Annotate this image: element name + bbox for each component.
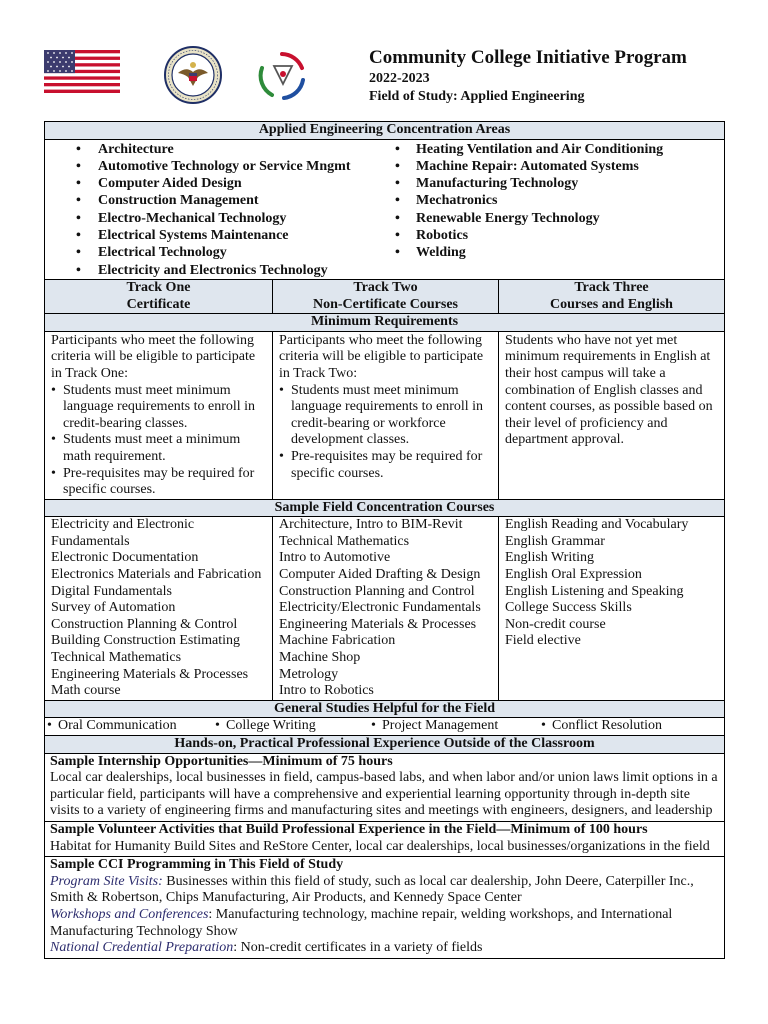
- list-item: Technical Mathematics: [279, 533, 410, 549]
- list-item: • Mechatronics: [380, 192, 724, 209]
- workshops-label: Workshops and Conferences: [50, 906, 209, 922]
- track-three-subtitle: Courses and English: [550, 296, 673, 312]
- sample-courses: [45, 517, 724, 701]
- list-item: Intro to Automotive: [279, 550, 391, 566]
- list-item: English Grammar: [505, 533, 605, 549]
- list-item: English Reading and Vocabulary: [505, 517, 689, 533]
- cci-logo-icon: [254, 48, 310, 104]
- list-item: English Listening and Speaking: [505, 583, 684, 599]
- general-studies-heading: General Studies Helpful for the Field: [45, 701, 724, 719]
- field-of-study: Field of Study: Applied Engineering: [369, 89, 585, 104]
- requirements-text: Students who have not yet met minimum requirements in English at their host campus will take a combination of English classes and content courses, as possible based on their level of proficiency and department approval.: [505, 332, 713, 448]
- department-of-state-seal-icon: [164, 46, 222, 104]
- list-item: Electronics Materials and Fabrication: [51, 567, 262, 583]
- document-header: [369, 46, 687, 106]
- hands-on-heading: Hands-on, Practical Professional Experience Outside of the Classroom: [45, 736, 724, 754]
- internship-title: Sample Internship Opportunities—Minimum of 75 hours: [50, 753, 393, 769]
- concentration-list-left: [45, 141, 380, 279]
- list-item: Digital Fundamentals: [51, 583, 172, 599]
- list-item: • Renewable Energy Technology: [380, 210, 724, 227]
- list-item: • Conflict Resolution: [539, 718, 662, 735]
- track-one-heading: [45, 280, 273, 313]
- list-item: Electricity/Electronic Fundamentals: [279, 600, 481, 616]
- list-item: Construction Planning & Control: [51, 616, 238, 632]
- list-item: Machine Shop: [279, 650, 361, 666]
- internship-text: Local car dealerships, local businesses in field, campus-based labs, and when labor and/or union laws limit options in a particular field, participants will have a comprehensive and experiential learning opportunity through in-depth site visits to a variety of engineering firms and manufacturing sites and meetings with engineers, designers, and leadership: [50, 770, 718, 819]
- programming-section: [45, 857, 724, 958]
- list-item: Building Construction Estimating: [51, 633, 240, 649]
- list-item: • Construction Management: [45, 192, 380, 209]
- workshops-text: : Manufacturing technology, machine repair, welding workshops, and International Manufacturing Technology Show: [50, 906, 673, 939]
- track-one-courses: [45, 517, 273, 700]
- list-item: Computer Aided Drafting & Design: [279, 567, 481, 583]
- list-item: • Manufacturing Technology: [380, 175, 724, 192]
- credential: [50, 940, 720, 957]
- list-item: • Robotics: [380, 227, 724, 244]
- requirements-intro: Participants who meet the following criteria will be eligible to participate in Track Two:: [279, 332, 484, 381]
- list-item: English Writing: [505, 550, 595, 566]
- list-item: • Electrical Systems Maintenance: [45, 227, 380, 244]
- credential-text: : Non-credit certificates in a variety of fields: [233, 940, 483, 956]
- site-visits-label: Program Site Visits:: [50, 873, 163, 889]
- list-item: • Oral Communication: [45, 718, 213, 735]
- track-two-title: Track Two: [353, 279, 418, 295]
- list-item: Architecture, Intro to BIM-Revit: [279, 517, 463, 533]
- list-item: College Success Skills: [505, 600, 632, 616]
- track-one-subtitle: Certificate: [126, 296, 191, 312]
- programming-title: Sample CCI Programming in This Field of Study: [50, 857, 344, 873]
- general-studies-list: [45, 718, 724, 736]
- site-visits-text: Businesses within this field of study, such as local car dealership, John Deere, Caterpiller Inc., Smith & Robertson, Chips Manufacturing, Air Products, and Kennedy Space Center: [50, 873, 694, 906]
- requirements-list: [279, 383, 494, 483]
- list-item: Survey of Automation: [51, 600, 176, 616]
- list-item: Intro to Robotics: [279, 683, 374, 699]
- list-item: Electricity and Electronic: [51, 517, 195, 533]
- program-year: 2022-2023: [369, 71, 430, 86]
- list-item: Non-credit course: [505, 616, 606, 632]
- minimum-requirements: [45, 332, 724, 500]
- list-item: Field elective: [505, 633, 581, 649]
- list-item: • Project Management: [369, 718, 539, 735]
- list-item: • Electro-Mechanical Technology: [45, 210, 380, 227]
- track-two-heading: [273, 280, 499, 313]
- list-item: • Electricity and Electronics Technology: [45, 262, 380, 279]
- list-item: Fundamentals: [51, 533, 130, 549]
- track-three-requirements: [499, 332, 724, 499]
- list-item: • Students must meet minimum language requirements to enroll in credit-bearing or workforce development classes.: [279, 383, 494, 449]
- volunteer-section: [45, 822, 724, 857]
- us-flag-icon: [44, 50, 120, 93]
- track-two-requirements: [273, 332, 499, 499]
- track-one-title: Track One: [126, 279, 191, 295]
- program-table: [44, 121, 725, 959]
- list-item: Engineering Materials & Processes: [51, 666, 249, 682]
- list-item: • Welding: [380, 244, 724, 261]
- list-item: • Students must meet minimum language requirements to enroll in credit-bearing classes.: [51, 383, 268, 433]
- track-three-title: Track Three: [574, 279, 649, 295]
- list-item: • Electrical Technology: [45, 244, 380, 261]
- list-item: • Pre-requisites may be required for specific courses.: [279, 449, 494, 482]
- list-item: Construction Planning and Control: [279, 583, 475, 599]
- concentration-heading: Applied Engineering Concentration Areas: [45, 122, 724, 140]
- page-title: Community College Initiative Program: [369, 47, 687, 68]
- track-two-subtitle: Non-Certificate Courses: [312, 296, 458, 312]
- list-item: • Architecture: [45, 141, 380, 158]
- list-item: • Heating Ventilation and Air Conditioning: [380, 141, 724, 158]
- site-visits: [50, 874, 720, 907]
- list-item: • Automotive Technology or Service Mngmt: [45, 158, 380, 175]
- list-item: Electronic Documentation: [51, 550, 199, 566]
- requirements-list: [51, 383, 268, 499]
- track-three-courses: [499, 517, 724, 700]
- list-item: Metrology: [279, 666, 339, 682]
- list-item: • Students must meet a minimum math requirement.: [51, 432, 268, 465]
- internship-section: [45, 754, 724, 822]
- concentration-areas: [45, 140, 724, 280]
- workshops: [50, 907, 720, 940]
- list-item: Math course: [51, 683, 121, 699]
- list-item: Engineering Materials & Processes: [279, 616, 477, 632]
- list-item: Technical Mathematics: [51, 650, 182, 666]
- track-two-courses: [273, 517, 499, 700]
- volunteer-text: Habitat for Humanity Build Sites and ReStore Center, local car dealerships, local businesses/organizations in the field: [50, 838, 710, 854]
- track-three-heading: [499, 280, 724, 313]
- credential-label: National Credential Preparation: [50, 940, 234, 956]
- list-item: • Machine Repair: Automated Systems: [380, 158, 724, 175]
- minimum-requirements-heading: Minimum Requirements: [45, 314, 724, 332]
- list-item: • Pre-requisites may be required for specific courses.: [51, 466, 268, 499]
- volunteer-title: Sample Volunteer Activities that Build Professional Experience in the Field—Minimum of 100 hours: [50, 821, 648, 837]
- sample-courses-heading: Sample Field Concentration Courses: [45, 500, 724, 518]
- track-one-requirements: [45, 332, 273, 499]
- requirements-intro: Participants who meet the following criteria will be eligible to participate in Track One:: [51, 332, 256, 381]
- concentration-list-right: [380, 141, 724, 279]
- list-item: Machine Fabrication: [279, 633, 396, 649]
- list-item: • College Writing: [213, 718, 369, 735]
- list-item: • Computer Aided Design: [45, 175, 380, 192]
- track-headings: [45, 280, 724, 314]
- list-item: English Oral Expression: [505, 567, 642, 583]
